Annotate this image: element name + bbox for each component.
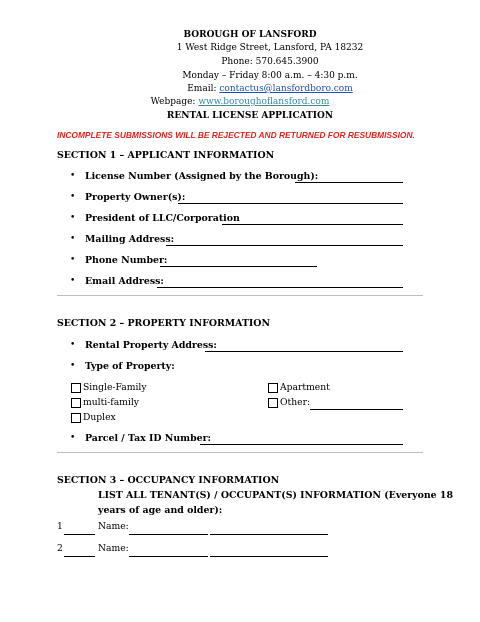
bullet-icon: • [70,340,76,350]
license-number-label: License Number (Assigned by the Borough): [85,171,319,182]
section-divider [57,295,423,296]
tenant-name-label: Name: [98,521,129,532]
form-title: RENTAL LICENSE APPLICATION [166,111,334,121]
section1-heading: SECTION 1 – APPLICANT INFORMATION [57,150,275,161]
bullet-icon: • [70,255,76,265]
org-address: 1 West Ridge Street, Lansford, PA 18232 [176,43,364,53]
phone-number-label: Phone Number: [85,255,168,266]
property-owner-field[interactable] [178,203,403,204]
org-name: BOROUGH OF LANSFORD [183,30,317,40]
web-label: Webpage: [150,97,196,107]
tenant-row-number: 2 [57,543,63,554]
apartment-checkbox[interactable] [268,382,330,393]
duplex-checkbox[interactable] [71,412,116,423]
parcel-id-label: Parcel / Tax ID Number: [85,433,212,444]
tenant-name-field[interactable] [129,534,208,535]
bullet-icon: • [70,213,76,223]
mailing-address-label: Mailing Address: [85,234,175,245]
phone-number-field[interactable] [160,266,317,267]
section3-heading: SECTION 3 – OCCUPANCY INFORMATION [57,475,280,486]
section2-heading: SECTION 2 – PROPERTY INFORMATION [57,318,271,329]
tenant-info-field[interactable] [210,556,328,557]
other-checkbox[interactable] [268,397,310,408]
email-link[interactable]: contactus@lansfordboro.com [219,84,353,94]
llc-president-label: President of LLC/Corporation [85,213,240,224]
web-link[interactable]: www.boroughoflansford.com [198,97,330,107]
tenant-info-field[interactable] [210,534,328,535]
property-type-label: Type of Property: [85,361,175,372]
property-owner-label: Property Owner(s): [85,192,186,203]
single-family-checkbox[interactable] [71,382,147,393]
mailing-address-field[interactable] [166,245,403,246]
checkbox-box[interactable] [268,398,278,408]
web-line [0,96,480,108]
single-family-label: Single-Family [83,382,147,393]
bullet-icon: • [70,433,76,443]
checkbox-box[interactable] [268,383,278,393]
tenant-row-number: 1 [57,521,63,532]
email-line [30,83,480,95]
bullet-icon: • [70,192,76,202]
checkbox-box[interactable] [71,383,81,393]
tenant-name-label: Name: [98,543,129,554]
multi-family-label: multi-family [83,397,139,408]
checkbox-box[interactable] [71,398,81,408]
incomplete-warning: INCOMPLETE SUBMISSIONS WILL BE REJECTED AND RETURNED FOR RESUBMISSION. [57,130,415,140]
tenant-instruction-line2: years of age and older): [98,505,223,516]
bullet-icon: • [70,234,76,244]
tenant-instruction-line1: LIST ALL TENANT(S) / OCCUPANT(S) INFORMATION (Everyone 18 [98,490,453,501]
other-type-field[interactable] [310,409,403,410]
duplex-label: Duplex [83,412,116,423]
parcel-id-field[interactable] [200,444,403,445]
llc-president-field[interactable] [222,224,403,225]
org-phone: Phone: 570.645.3900 [221,57,319,67]
license-number-field[interactable] [295,182,403,183]
office-hours: Monday – Friday 8:00 a.m. – 4:30 p.m. [182,71,358,81]
bullet-icon: • [70,276,76,286]
tenant-row-blank[interactable] [64,534,95,535]
checkbox-box[interactable] [71,413,81,423]
email-label: Email: [187,84,217,94]
bullet-icon: • [70,361,76,371]
other-label: Other: [280,397,311,408]
email-address-field[interactable] [157,287,403,288]
rental-address-field[interactable] [205,351,403,352]
multi-family-checkbox[interactable] [71,397,139,408]
section-divider [57,452,423,453]
email-address-label: Email Address: [85,276,164,287]
rental-address-label: Rental Property Address: [85,340,217,351]
tenant-name-field[interactable] [129,556,208,557]
apartment-label: Apartment [280,382,330,393]
bullet-icon: • [70,171,76,181]
tenant-row-blank[interactable] [64,556,95,557]
